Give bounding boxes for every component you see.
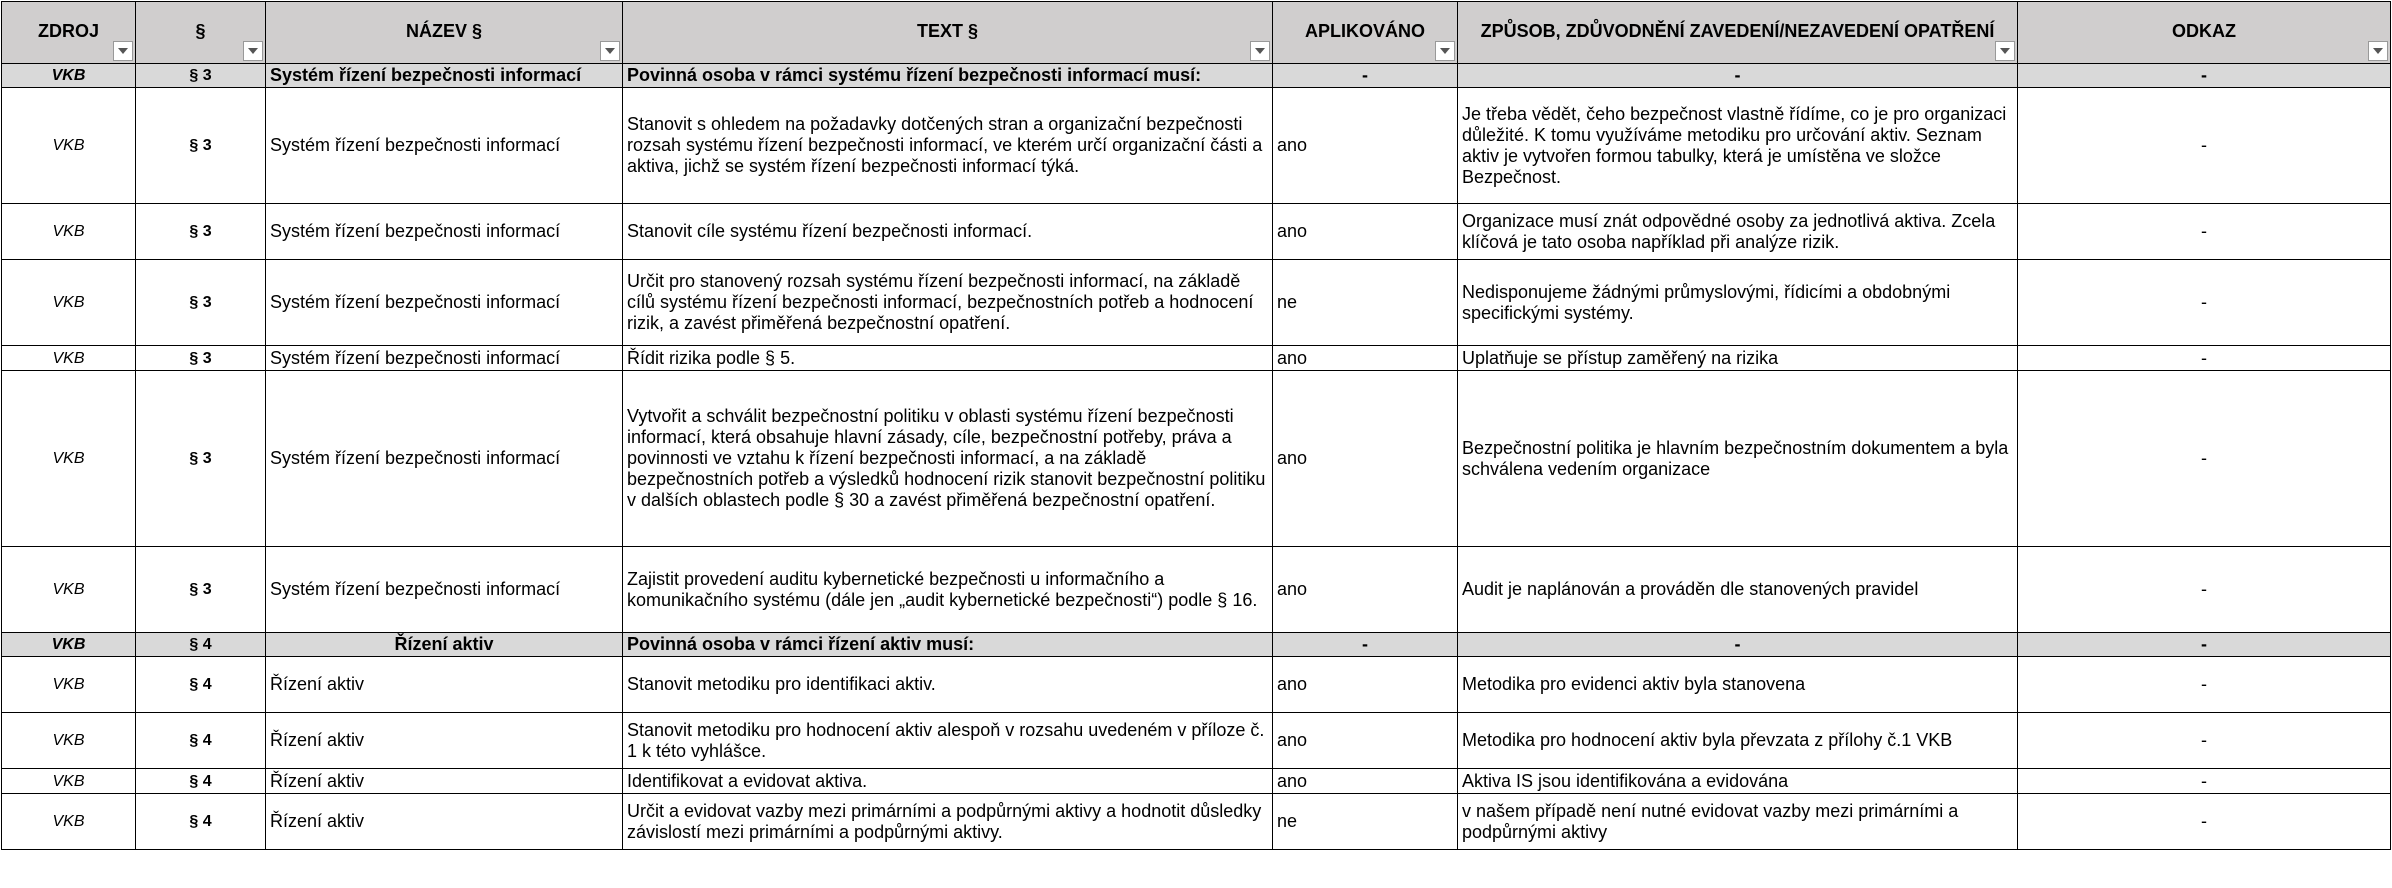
- column-header-label: ZPŮSOB, ZDŮVODNĚNÍ ZAVEDENÍ/NEZAVEDENÍ OPATŘENÍ: [1480, 21, 1995, 41]
- cell-nazev[interactable]: Systém řízení bezpečnosti informací: [266, 64, 623, 88]
- cell-zdroj[interactable]: VKB: [2, 204, 136, 260]
- cell-odkaz[interactable]: -: [2018, 204, 2391, 260]
- filter-dropdown-icon[interactable]: [1435, 41, 1455, 61]
- cell-aplikovano[interactable]: ne: [1273, 794, 1458, 850]
- cell-text[interactable]: Stanovit cíle systému řízení bezpečnosti informací.: [623, 204, 1273, 260]
- cell-aplikovano[interactable]: ano: [1273, 346, 1458, 371]
- section-header-row: [2, 633, 2391, 657]
- column-header-label: APLIKOVÁNO: [1304, 21, 1425, 41]
- column-header-paragraf: [136, 2, 266, 64]
- cell-text[interactable]: Stanovit metodiku pro identifikaci aktiv.: [623, 657, 1273, 713]
- cell-nazev[interactable]: Řízení aktiv: [266, 794, 623, 850]
- cell-zpusob[interactable]: Metodika pro hodnocení aktiv byla převzata z přílohy č.1 VKB: [1458, 713, 2018, 769]
- cell-zpusob[interactable]: Je třeba vědět, čeho bezpečnost vlastně řídíme, co je pro organizaci důležité. K tomu využíváme metodiku pro určování aktiv. Seznam aktiv je vytvořen formou tabulky, která je umístěna ve složce Bezpečnost.: [1458, 88, 2018, 204]
- cell-nazev[interactable]: Systém řízení bezpečnosti informací: [266, 260, 623, 346]
- cell-zdroj[interactable]: VKB: [2, 547, 136, 633]
- cell-zpusob[interactable]: Uplatňuje se přístup zaměřený na rizika: [1458, 346, 2018, 371]
- cell-paragraf[interactable]: § 4: [136, 769, 266, 794]
- filter-dropdown-icon[interactable]: [243, 41, 263, 61]
- table-row: [2, 260, 2391, 346]
- cell-paragraf[interactable]: § 4: [136, 657, 266, 713]
- cell-zdroj[interactable]: VKB: [2, 371, 136, 547]
- cell-zdroj[interactable]: VKB: [2, 260, 136, 346]
- cell-nazev[interactable]: Řízení aktiv: [266, 713, 623, 769]
- column-header-label: ODKAZ: [2172, 21, 2236, 41]
- spreadsheet-table: [1, 1, 2391, 850]
- cell-paragraf[interactable]: § 4: [136, 794, 266, 850]
- cell-odkaz[interactable]: -: [2018, 260, 2391, 346]
- table-row: [2, 794, 2391, 850]
- cell-aplikovano[interactable]: -: [1273, 64, 1458, 88]
- cell-aplikovano[interactable]: ano: [1273, 371, 1458, 547]
- header-row: [2, 2, 2391, 64]
- cell-zpusob[interactable]: Bezpečnostní politika je hlavním bezpečnostním dokumentem a byla schválena vedením organizace: [1458, 371, 2018, 547]
- cell-nazev[interactable]: Řízení aktiv: [266, 769, 623, 794]
- cell-zpusob[interactable]: -: [1458, 64, 2018, 88]
- column-header-label: ZDROJ: [37, 21, 99, 41]
- cell-text[interactable]: Povinná osoba v rámci řízení aktiv musí:: [623, 633, 1273, 657]
- cell-paragraf[interactable]: § 3: [136, 204, 266, 260]
- cell-text[interactable]: Stanovit metodiku pro hodnocení aktiv alespoň v rozsahu uvedeném v příloze č. 1 k této vyhlášce.: [623, 713, 1273, 769]
- cell-zpusob[interactable]: v našem případě není nutné evidovat vazby mezi primárními a podpůrnými aktivy: [1458, 794, 2018, 850]
- cell-aplikovano[interactable]: -: [1273, 633, 1458, 657]
- cell-zdroj[interactable]: VKB: [2, 769, 136, 794]
- cell-odkaz[interactable]: -: [2018, 547, 2391, 633]
- cell-paragraf[interactable]: § 3: [136, 547, 266, 633]
- table-row: [2, 204, 2391, 260]
- cell-text[interactable]: Stanovit s ohledem na požadavky dotčených stran a organizační bezpečnosti rozsah systému řízení bezpečnosti informací, ve kterém určí organizační části a aktiva, jichž se systém řízení bezpečnosti informací týká.: [623, 88, 1273, 204]
- cell-nazev[interactable]: Řízení aktiv: [266, 657, 623, 713]
- cell-zdroj[interactable]: VKB: [2, 657, 136, 713]
- cell-paragraf[interactable]: § 3: [136, 88, 266, 204]
- cell-odkaz[interactable]: -: [2018, 88, 2391, 204]
- cell-aplikovano[interactable]: ano: [1273, 88, 1458, 204]
- cell-odkaz[interactable]: -: [2018, 713, 2391, 769]
- table-row: [2, 547, 2391, 633]
- cell-nazev[interactable]: Systém řízení bezpečnosti informací: [266, 371, 623, 547]
- column-header-label: §: [195, 21, 206, 41]
- cell-odkaz[interactable]: -: [2018, 657, 2391, 713]
- column-header-text: [623, 2, 1273, 64]
- cell-nazev[interactable]: Systém řízení bezpečnosti informací: [266, 204, 623, 260]
- cell-zdroj[interactable]: VKB: [2, 346, 136, 371]
- cell-nazev[interactable]: Systém řízení bezpečnosti informací: [266, 346, 623, 371]
- cell-odkaz[interactable]: -: [2018, 64, 2391, 88]
- cell-paragraf[interactable]: § 4: [136, 633, 266, 657]
- column-header-nazev: [266, 2, 623, 64]
- cell-paragraf[interactable]: § 3: [136, 64, 266, 88]
- table-row: [2, 713, 2391, 769]
- cell-text[interactable]: Určit a evidovat vazby mezi primárními a podpůrnými aktivy a hodnotit důsledky závislostí mezi primárními a podpůrnými aktivy.: [623, 794, 1273, 850]
- cell-nazev[interactable]: Systém řízení bezpečnosti informací: [266, 547, 623, 633]
- cell-zpusob[interactable]: Audit je naplánován a prováděn dle stanovených pravidel: [1458, 547, 2018, 633]
- cell-zpusob[interactable]: Metodika pro evidenci aktiv byla stanovena: [1458, 657, 2018, 713]
- cell-aplikovano[interactable]: ano: [1273, 769, 1458, 794]
- cell-text[interactable]: Povinná osoba v rámci systému řízení bezpečnosti informací musí:: [623, 64, 1273, 88]
- cell-aplikovano[interactable]: ano: [1273, 204, 1458, 260]
- cell-text[interactable]: Zajistit provedení auditu kybernetické bezpečnosti u informačního a komunikačního systému (dále jen „audit kybernetické bezpečnosti“) podle § 16.: [623, 547, 1273, 633]
- column-header-label: TEXT §: [916, 21, 978, 41]
- table-row: [2, 769, 2391, 794]
- cell-text[interactable]: Určit pro stanovený rozsah systému řízení bezpečnosti informací, na základě cílů systému řízení bezpečnosti informací, bezpečnostních potřeb a hodnocení rizik, a zavést přiměřená bezpečnostní opatření.: [623, 260, 1273, 346]
- cell-zpusob[interactable]: Nedisponujeme žádnými průmyslovými, řídicími a obdobnými specifickými systémy.: [1458, 260, 2018, 346]
- cell-paragraf[interactable]: § 4: [136, 713, 266, 769]
- cell-odkaz[interactable]: -: [2018, 346, 2391, 371]
- cell-zdroj[interactable]: VKB: [2, 794, 136, 850]
- cell-zdroj[interactable]: VKB: [2, 633, 136, 657]
- cell-text[interactable]: Řídit rizika podle § 5.: [623, 346, 1273, 371]
- cell-aplikovano[interactable]: ano: [1273, 547, 1458, 633]
- cell-text[interactable]: Identifikovat a evidovat aktiva.: [623, 769, 1273, 794]
- column-header-zpusob: [1458, 2, 2018, 64]
- filter-dropdown-icon[interactable]: [2368, 41, 2388, 61]
- table-row: [2, 371, 2391, 547]
- cell-zpusob[interactable]: Aktiva IS jsou identifikována a evidována: [1458, 769, 2018, 794]
- cell-zpusob[interactable]: Organizace musí znát odpovědné osoby za jednotlivá aktiva. Zcela klíčová je tato osoba například při analýze rizik.: [1458, 204, 2018, 260]
- filter-dropdown-icon[interactable]: [1250, 41, 1270, 61]
- cell-zdroj[interactable]: VKB: [2, 64, 136, 88]
- table-row: [2, 346, 2391, 371]
- cell-nazev[interactable]: Systém řízení bezpečnosti informací: [266, 88, 623, 204]
- cell-odkaz[interactable]: -: [2018, 371, 2391, 547]
- cell-paragraf[interactable]: § 3: [136, 346, 266, 371]
- cell-odkaz[interactable]: -: [2018, 769, 2391, 794]
- cell-aplikovano[interactable]: ne: [1273, 260, 1458, 346]
- cell-odkaz[interactable]: -: [2018, 794, 2391, 850]
- cell-zdroj[interactable]: VKB: [2, 713, 136, 769]
- cell-text[interactable]: Vytvořit a schválit bezpečnostní politiku v oblasti systému řízení bezpečnosti informací, která obsahuje hlavní zásady, cíle, bezpečnostní potřeby, práva a povinnosti ve vztahu k řízení bezpečnosti informací, a na základě bezpečnostních potřeb a výsledků hodnocení rizik stanovit bezpečnostní politiku v dalších oblastech podle § 30 a zavést přiměřená bezpečnostní opatření.: [623, 371, 1273, 547]
- table-row: [2, 657, 2391, 713]
- cell-zpusob[interactable]: -: [1458, 633, 2018, 657]
- cell-paragraf[interactable]: § 3: [136, 260, 266, 346]
- table-row: [2, 88, 2391, 204]
- section-header-row: [2, 64, 2391, 88]
- filter-dropdown-icon[interactable]: [1995, 41, 2015, 61]
- filter-dropdown-icon[interactable]: [600, 41, 620, 61]
- cell-zdroj[interactable]: VKB: [2, 88, 136, 204]
- cell-nazev[interactable]: Řízení aktiv: [266, 633, 623, 657]
- column-header-zdroj: [2, 2, 136, 64]
- column-header-odkaz: [2018, 2, 2391, 64]
- column-header-label: NÁZEV §: [405, 21, 483, 41]
- column-header-aplikovano: [1273, 2, 1458, 64]
- cell-aplikovano[interactable]: ano: [1273, 657, 1458, 713]
- cell-odkaz[interactable]: -: [2018, 633, 2391, 657]
- cell-aplikovano[interactable]: ano: [1273, 713, 1458, 769]
- filter-dropdown-icon[interactable]: [113, 41, 133, 61]
- cell-paragraf[interactable]: § 3: [136, 371, 266, 547]
